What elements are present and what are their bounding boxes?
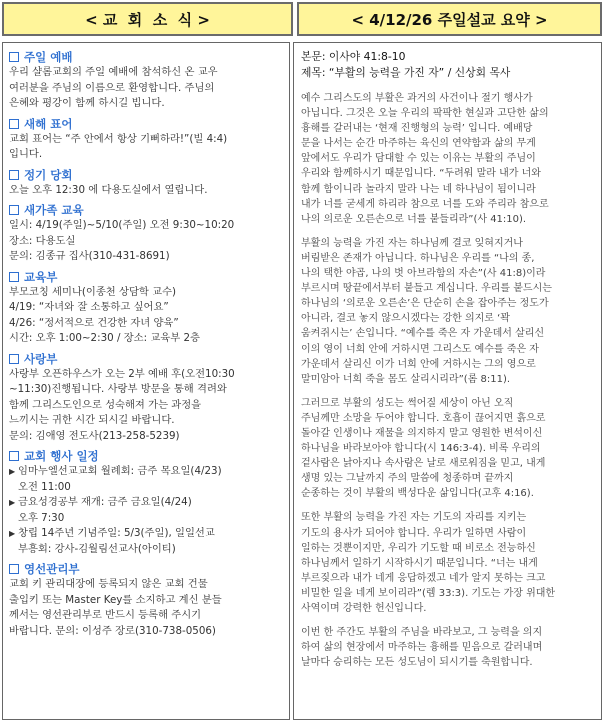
square-bullet-icon bbox=[9, 119, 19, 129]
section-title: 사랑부 bbox=[24, 351, 58, 366]
section-text: 사랑부 오픈하우스가 오는 2부 예배 후(오전10:30 ~11:30)진행됩니다. 사랑부 방문을 통해 격려와 함께 그리스도인으로 성숙해져 가는 과정을 느끼시는 귀한 시간 되시길 바랍니다. 문의: 김애영 전도사(213-258-5239) bbox=[9, 367, 235, 442]
section-motto bbox=[9, 116, 284, 163]
event-text: 창립 14주년 기념주일: 5/3(주일), 일일선교 부흥회: 강사-김월림선교사(아이티) bbox=[18, 527, 215, 555]
sermon-paragraph: 부활의 능력을 가진 자는 하나님께 결코 잊혀지거나 버림받은 존재가 아닙니다. 하나님은 우리를 “나의 종, 나의 택한 야곱, 나의 벗 아브라함의 자손”(사 41:8)이라 부르시며 땅끝에서부터 붙들고 계십니다. 우리를 붙드시는 하나님의 ‘의로운 오른손’은 단순히 손을 잡아주는 정도가 아니라, 결코 놓지 않으시겠다는 강한 의지로 ‘꽉 움켜쥐시는’ 손입니다. “예수를 죽은 자 가운데서 살리신 이의 영이 너희 안에 거하시면 그리스도 예수를 죽은 자 가운데서 살리신 이가 너희 안에 거하시는 그의 영으로 말미암아 너희 죽을 몸도 살리시리라”(롬 8:11). bbox=[301, 237, 552, 385]
church-news-column bbox=[2, 42, 290, 720]
section-love-dept bbox=[9, 351, 284, 445]
sermon-title: 제목: “부활의 능력을 가진 자” / 신상회 목사 bbox=[301, 66, 511, 79]
event-item bbox=[9, 464, 284, 495]
sermon-column bbox=[293, 42, 602, 720]
square-bullet-icon bbox=[9, 52, 19, 62]
section-text: 일시: 4/19(주일)~5/10(주일) 오전 9:30~10:20 장소: 다용도실 문의: 김종규 집사(310-431-8691) bbox=[9, 219, 235, 262]
section-title: 교회 행사 일정 bbox=[24, 449, 99, 463]
scripture-reference: 본문: 이사야 41:8-10 bbox=[301, 50, 406, 63]
event-text: 임마누엘선교교회 월례회: 금주 목요일(4/23) 오전 11:00 bbox=[18, 465, 222, 493]
square-bullet-icon bbox=[9, 205, 19, 215]
triangle-bullet-icon: ▶ bbox=[9, 498, 16, 507]
square-bullet-icon bbox=[9, 564, 19, 574]
sermon-paragraph: 예수 그리스도의 부활은 과거의 사건이나 절기 행사가 아닙니다. 그것은 오늘 우리의 팍팍한 현실과 고단한 삶의 흉해를 갈러내는 ‘현재 진행형의 능력’ 입니다. 예배당 문을 나서는 순간 마주하는 육신의 연약함과 삶의 무게 앞에서도 우리가 담대할 수 있는 이유는 부활의 주님이 우리와 함께하시기 때문입니다. “두려워 말라 내가 너와 함께 함이니라 놀라지 말라 나는 네 하나님이 됨이니라 내가 너를 굳세게 하리라 참으로 너를 도와 주리라 참으로 나의 의로운 오른손으로 너를 붙들리라”(사 41:10). bbox=[301, 93, 549, 225]
section-text: 교회 키 관리대장에 등록되지 않은 교회 건물 출입키 또는 Master Key를 소지하고 계신 분들 께서는 영선관리부로 반드시 등록해 주시기 바랍니다. 문의: 이성주 장로(310-738-0506) bbox=[9, 578, 222, 637]
square-bullet-icon bbox=[9, 451, 19, 461]
section-title: 교육부 bbox=[24, 269, 58, 284]
section-text: 부모코칭 세미나(이종천 상담학 교수) 4/19: “자녀와 잘 소통하고 싶어요” 4/26: “정서적으로 건강한 자녀 양육” 시간: 오후 1:00~2:30 / 장소: 교육부 2층 bbox=[9, 285, 200, 344]
square-bullet-icon bbox=[9, 170, 19, 180]
sermon-summary-header bbox=[297, 2, 602, 36]
event-item bbox=[9, 526, 284, 557]
section-title: 새가족 교육 bbox=[24, 203, 84, 217]
triangle-bullet-icon: ▶ bbox=[9, 529, 16, 538]
sermon-heading bbox=[301, 49, 595, 81]
section-session-meeting bbox=[9, 167, 284, 199]
church-news-header bbox=[2, 2, 293, 36]
section-text: 우리 샬롬교회의 주일 예배에 참석하신 온 교우 여러분을 주님의 이름으로 환영합니다. 주님의 은혜와 평강이 함께 하시길 빕니다. bbox=[9, 66, 218, 109]
event-text: 금요성경공부 재개: 금주 금요일(4/24) 오후 7:30 bbox=[18, 496, 192, 524]
section-title: 영선관리부 bbox=[24, 562, 80, 576]
section-title: 새해 표어 bbox=[24, 116, 73, 131]
section-events bbox=[9, 448, 284, 557]
sermon-paragraph: 그러므로 부활의 성도는 썩어질 세상이 아닌 오직 주님께만 소망을 두어야 합니다. 호흡이 끊어지면 흙으로 돌아갈 인생이나 재물을 의지하지 말고 영원한 변석이신 하나님을 바라보아야 합니다(시 146:3-4). 비록 우리의 겉사람은 낡아지나 속사람은 날로 새로워짐을 믿고, 내게 생명 있는 그날까지 주의 말씀에 청종하며 끝까지 순종하는 것이 부활의 백성다운 삶입니다(고후 4:16). bbox=[301, 397, 546, 500]
church-news-title: < 교 회 소 식 > bbox=[85, 10, 210, 29]
section-newcomer-education bbox=[9, 202, 284, 265]
section-title: 정기 당회 bbox=[24, 167, 73, 182]
square-bullet-icon bbox=[9, 354, 19, 364]
section-facility-management bbox=[9, 561, 284, 639]
sermon-paragraph: 이번 한 주간도 부활의 주님을 바라보고, 그 능력을 의지 하여 삶의 현장에서 마주하는 흉해를 믿음으로 갈러내며 날마다 승리하는 모든 성도님이 되시기를 축원합니다. bbox=[301, 627, 543, 669]
event-item bbox=[9, 495, 284, 526]
triangle-bullet-icon: ▶ bbox=[9, 467, 16, 476]
section-education-dept bbox=[9, 269, 284, 347]
section-worship bbox=[9, 49, 284, 112]
section-text: 오늘 오후 12:30 에 다용도실에서 열립니다. bbox=[9, 183, 208, 196]
sermon-paragraph: 또한 부활의 능력을 가진 자는 기도의 자리를 지키는 기도의 용사가 되어야 합니다. 우리가 일하면 사람이 일하는 것뿐이지만, 우리가 기도할 때 비로소 전능하신 하나님께서 일하기 시작하시기 때문입니다. “너는 내게 부르짖으라 내가 네게 응답하겠고 네가 알지 못하는 크고 비밀한 일을 네게 보이리라”(렘 33:3). 기도는 가장 위대한 사역이며 강력한 헌신입니다. bbox=[301, 512, 556, 614]
section-text: 교회 표어는 “주 안에서 항상 기뻐하라!”(빌 4:4) 입니다. bbox=[9, 132, 228, 160]
section-title: 주일 예배 bbox=[24, 50, 73, 64]
square-bullet-icon bbox=[9, 272, 19, 282]
sermon-summary-title: < 4/12/26 주일설교 요약 > bbox=[351, 10, 548, 29]
